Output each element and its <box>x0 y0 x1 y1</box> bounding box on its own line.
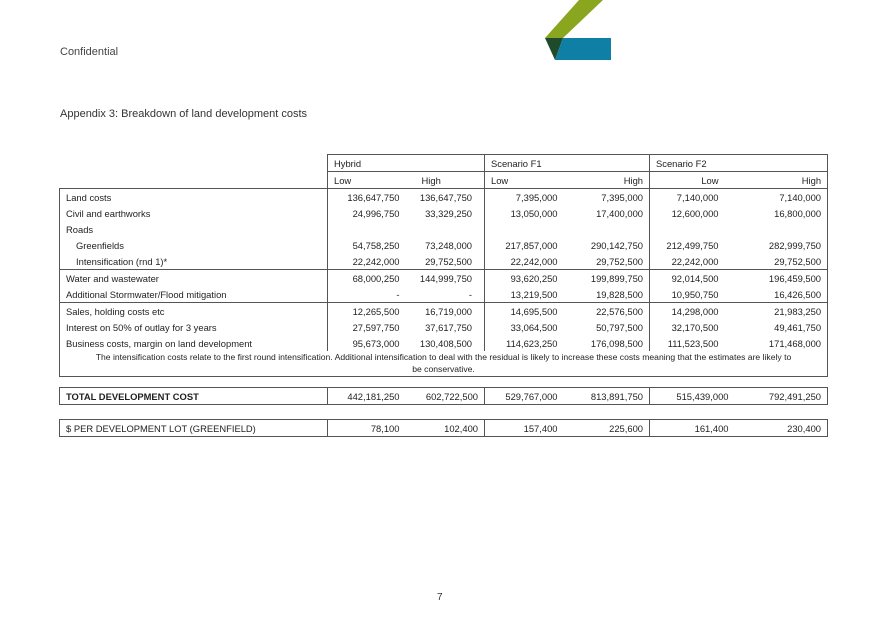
per-lot-row <box>60 420 828 437</box>
per-lot-value: 78,100 <box>328 420 406 437</box>
table-row <box>60 270 828 287</box>
per-lot-value: 225,600 <box>564 420 650 437</box>
cell-value: 32,170,500 <box>650 319 735 335</box>
group-header-hybrid: Hybrid <box>328 155 485 172</box>
cell-value: 16,800,000 <box>735 205 828 221</box>
row-label: Sales, holding costs etc <box>60 303 328 320</box>
table-row <box>60 335 828 351</box>
cell-value <box>485 221 564 237</box>
per-lot-label: $ PER DEVELOPMENT LOT (GREENFIELD) <box>60 420 328 437</box>
cell-value: 73,248,000 <box>425 239 472 251</box>
cell-value: 136,647,750 <box>328 189 406 206</box>
cell-value: 37,617,750 <box>425 321 472 333</box>
cell-value: 29,752,500 <box>425 255 472 267</box>
row-label: Water and wastewater <box>60 270 328 287</box>
cell-value: 7,140,000 <box>650 189 735 206</box>
cell-value: 7,140,000 <box>735 189 828 206</box>
cell-value: 16,719,000 <box>406 303 485 320</box>
total-value: 515,439,000 <box>650 388 735 405</box>
table-row <box>60 286 828 303</box>
cell-value: 7,395,000 <box>485 189 564 206</box>
page-number: 7 <box>437 592 443 603</box>
logo-blue-shape <box>555 38 611 60</box>
cell-value: 14,695,500 <box>485 303 564 320</box>
table-row <box>60 319 828 335</box>
cell-value: 22,576,500 <box>564 303 650 320</box>
table-row <box>60 253 828 270</box>
subheader-f1-high: High <box>564 172 650 189</box>
cell-value: 7,395,000 <box>601 191 644 203</box>
cell-value: 130,408,500 <box>419 337 472 349</box>
total-label: TOTAL DEVELOPMENT COST <box>60 388 328 405</box>
group-header-f2: Scenario F2 <box>650 155 828 172</box>
cell-value: - <box>468 288 472 300</box>
subheader-f2-high: High <box>735 172 828 189</box>
cost-breakdown-table <box>59 154 828 377</box>
per-lot-value: 230,400 <box>735 420 828 437</box>
row-label: Civil and earthworks <box>60 205 328 221</box>
cell-value: 136,647,750 <box>419 191 472 203</box>
cell-value: 17,400,000 <box>596 207 644 219</box>
row-label: Intensification (rnd 1)* <box>60 253 328 270</box>
cell-value: 54,758,250 <box>328 237 406 253</box>
per-lot-value: 157,400 <box>485 420 564 437</box>
appendix-title: Appendix 3: Breakdown of land development costs <box>60 108 308 120</box>
cell-value: 92,014,500 <box>650 270 735 287</box>
table-row <box>60 237 828 253</box>
subheader-hybrid-low: Low <box>328 172 406 189</box>
row-label: Roads <box>60 221 328 237</box>
cell-value: 27,597,750 <box>328 319 406 335</box>
cell-value <box>650 221 735 237</box>
cell-value: 14,298,000 <box>650 303 735 320</box>
cell-value: 95,673,000 <box>328 335 406 351</box>
total-value: 813,891,750 <box>564 388 650 405</box>
per-lot-value: 102,400 <box>406 420 485 437</box>
total-value: 529,767,000 <box>485 388 564 405</box>
cell-value: 22,242,000 <box>485 253 564 270</box>
table-row <box>60 221 828 237</box>
cell-value: 19,828,500 <box>596 288 644 300</box>
cell-value: 93,620,250 <box>485 270 564 287</box>
cell-value: 33,329,250 <box>425 207 472 219</box>
cell-value: 212,499,750 <box>650 237 735 253</box>
row-label: Business costs, margin on land development <box>60 335 328 351</box>
cell-value: 12,265,500 <box>328 303 406 320</box>
cell-value: - <box>328 286 406 303</box>
total-value: 792,491,250 <box>735 388 828 405</box>
cell-value: 199,899,750 <box>564 270 650 287</box>
cell-value: 217,857,000 <box>485 237 564 253</box>
row-label: Additional Stormwater/Flood mitigation <box>60 286 328 303</box>
cell-value: 49,461,750 <box>735 319 828 335</box>
table-row <box>60 205 828 221</box>
cell-value: 50,797,500 <box>596 321 644 333</box>
cell-value: 29,752,500 <box>735 253 828 270</box>
cell-value: 282,999,750 <box>735 237 828 253</box>
cell-value: 13,050,000 <box>485 205 564 221</box>
intensification-note: The intensification costs relate to the first round intensification. Additional intensification to deal with the residual is likely to increase these costs meaning that the estimates are likely to be conservative. <box>60 351 828 377</box>
table-row <box>60 303 828 320</box>
cell-value: 24,996,750 <box>328 205 406 221</box>
table-row <box>60 189 828 206</box>
cell-value: 68,000,250 <box>328 270 406 287</box>
cell-value: 290,142,750 <box>590 239 644 251</box>
cell-value: 13,219,500 <box>485 286 564 303</box>
row-label: Greenfields <box>60 237 328 253</box>
subheader-f1-low: Low <box>485 172 564 189</box>
cell-value: 33,064,500 <box>485 319 564 335</box>
cell-value <box>328 221 406 237</box>
logo-green-shape <box>545 0 603 38</box>
subheader-hybrid-high: High <box>406 172 485 189</box>
cell-value: 196,459,500 <box>735 270 828 287</box>
total-value: 602,722,500 <box>406 388 485 405</box>
cell-value: 114,623,250 <box>485 335 564 351</box>
company-logo <box>543 0 613 62</box>
cell-value <box>406 221 485 237</box>
cell-value: 144,999,750 <box>406 270 485 287</box>
cell-value: 21,983,250 <box>735 303 828 320</box>
cell-value: 12,600,000 <box>650 205 735 221</box>
cell-value: 171,468,000 <box>735 335 828 351</box>
row-label: Land costs <box>60 189 328 206</box>
per-lot-table <box>59 419 828 437</box>
cell-value: 22,242,000 <box>328 253 406 270</box>
confidential-label: Confidential <box>60 46 119 58</box>
cell-value <box>564 221 650 237</box>
total-cost-table <box>59 387 828 405</box>
cell-value: 176,098,500 <box>590 337 644 349</box>
cell-value: 10,950,750 <box>650 286 735 303</box>
cell-value: 22,242,000 <box>650 253 735 270</box>
row-label: Interest on 50% of outlay for 3 years <box>60 319 328 335</box>
total-row <box>60 388 828 405</box>
cell-value: 29,752,500 <box>596 255 644 267</box>
total-value: 442,181,250 <box>328 388 406 405</box>
group-header-f1: Scenario F1 <box>485 155 650 172</box>
subheader-f2-low: Low <box>650 172 735 189</box>
cell-value <box>735 221 828 237</box>
cell-value: 16,426,500 <box>735 286 828 303</box>
per-lot-value: 161,400 <box>650 420 735 437</box>
cell-value: 111,523,500 <box>650 335 735 351</box>
